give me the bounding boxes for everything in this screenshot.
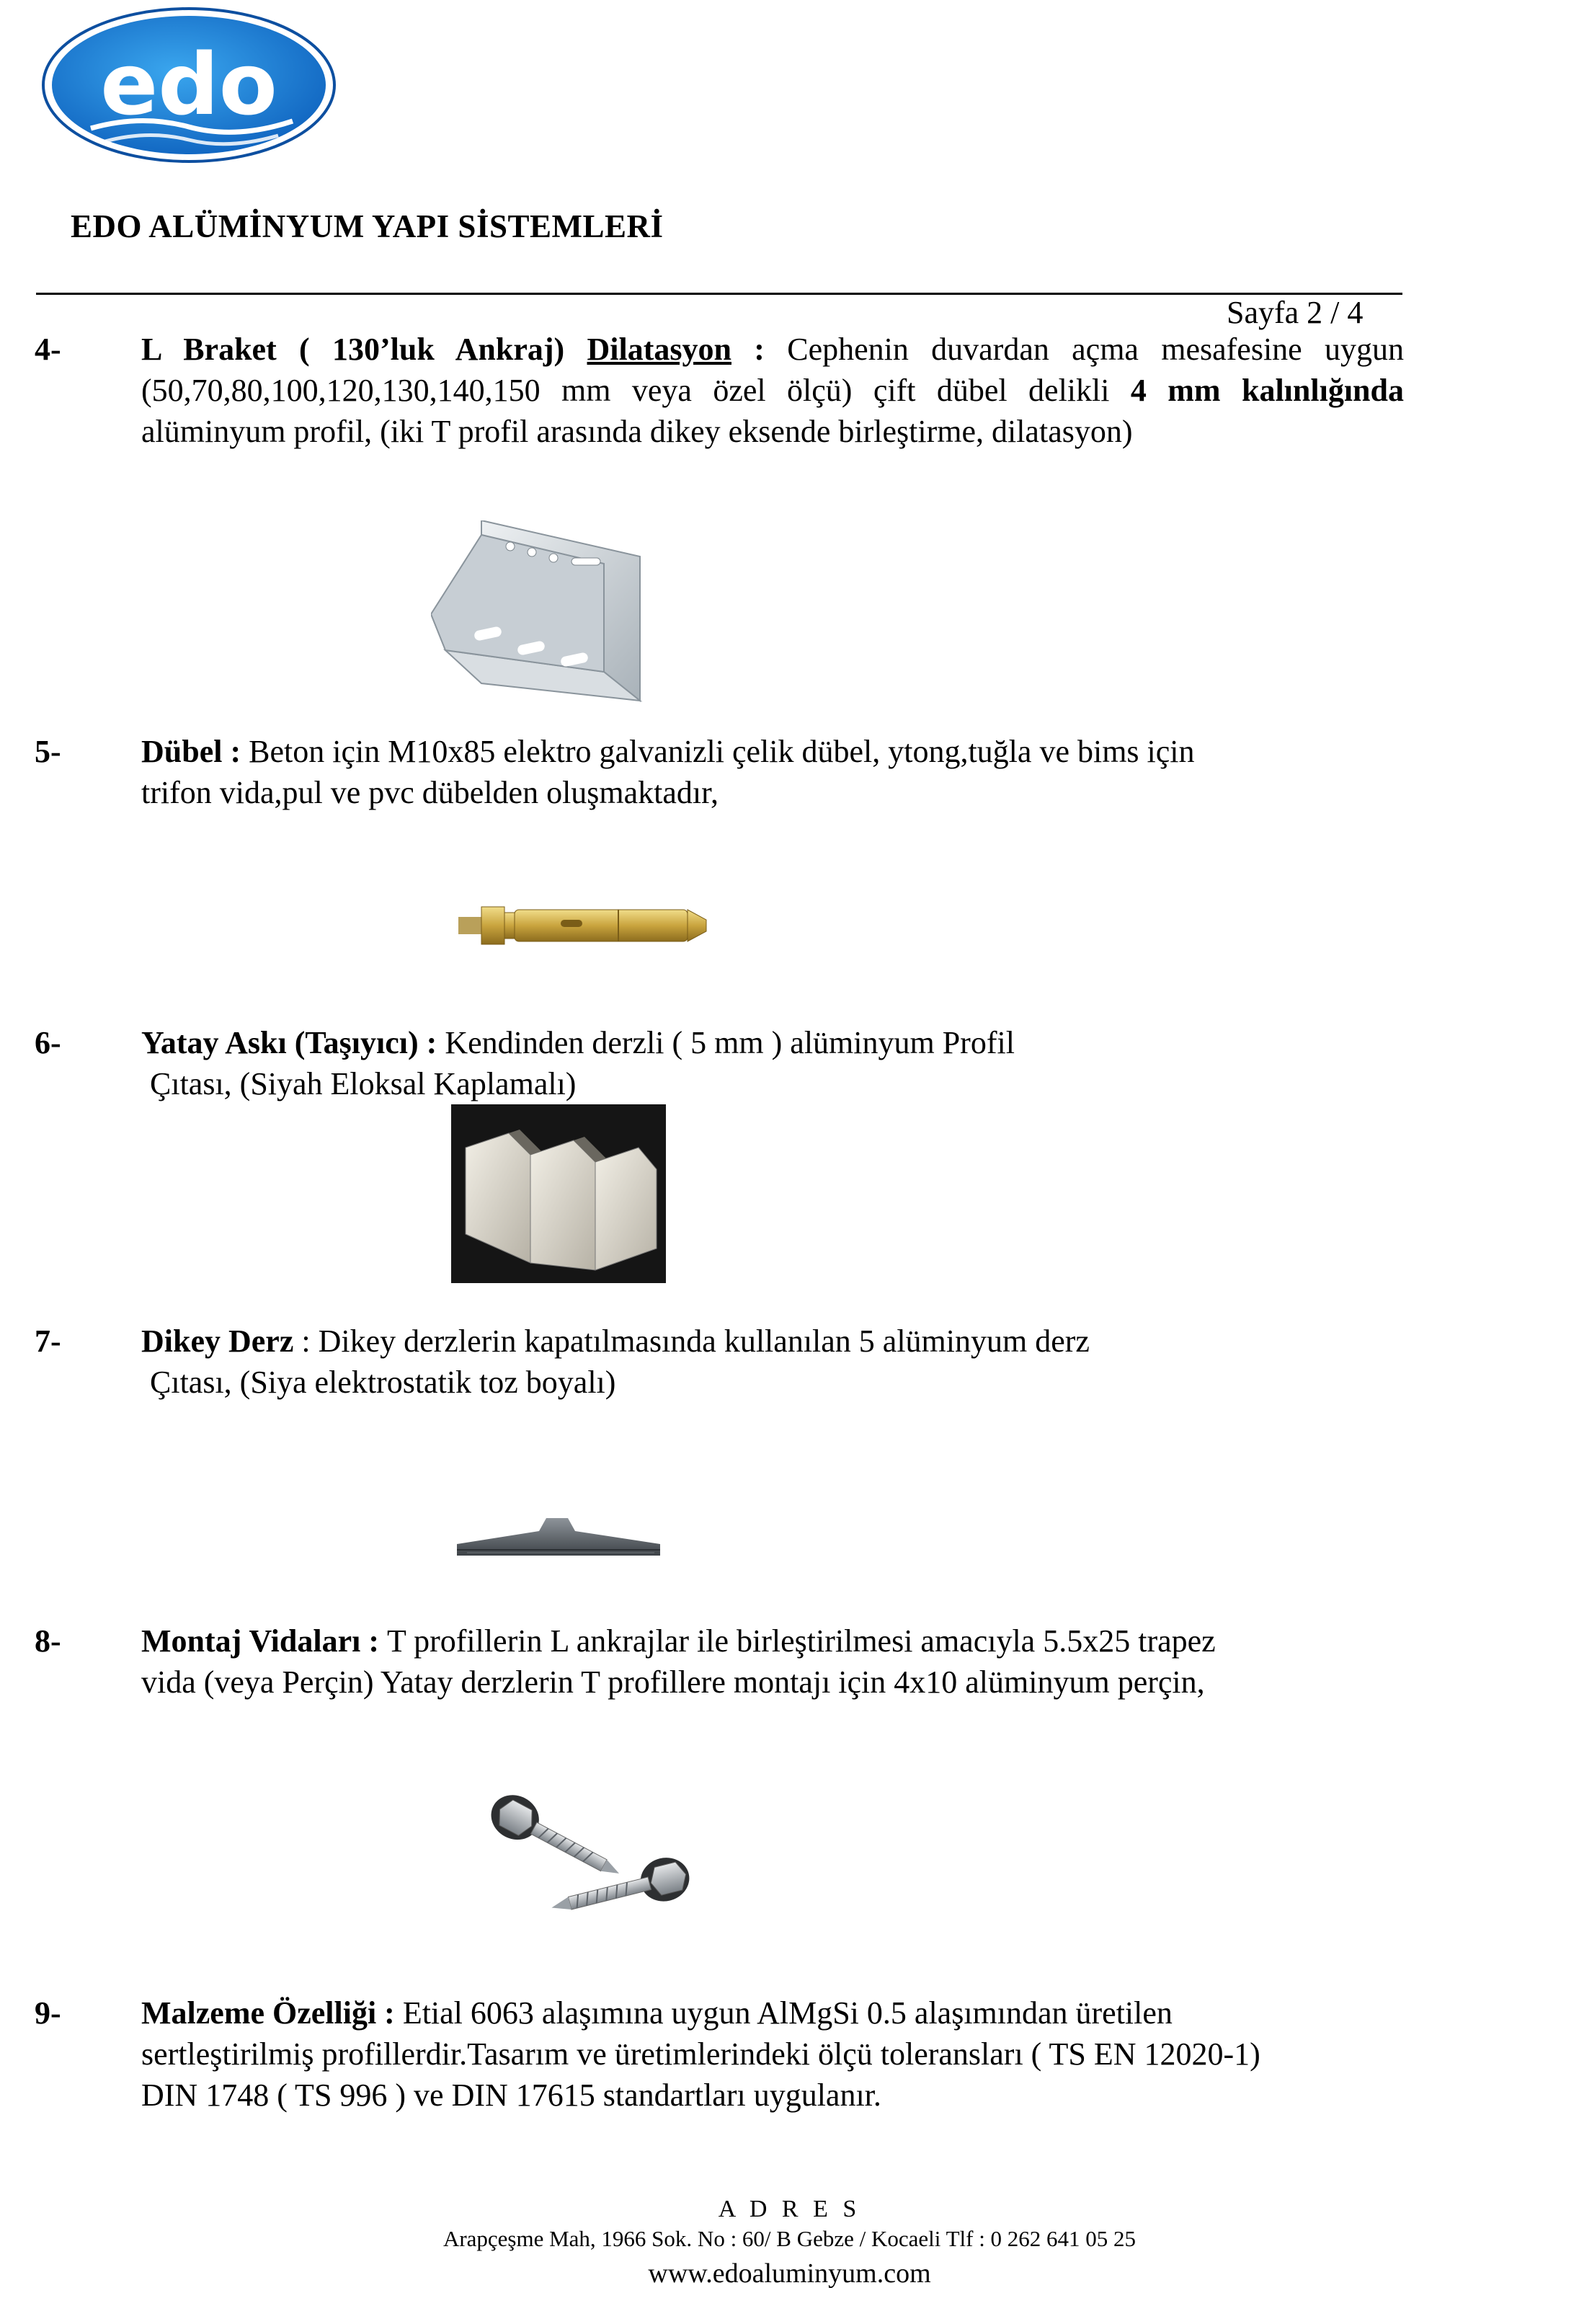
item-title: L Braket ( 130’luk Ankraj) (141, 332, 587, 367)
item-7 (35, 1321, 1404, 1403)
item-title: Dübel : (141, 734, 249, 769)
item-body-bold: 4 mm kalınlığında (1130, 373, 1404, 408)
item-body: Beton için M10x85 elektro galvanizli çelik dübel, ytong,tuğla ve bims için (249, 734, 1195, 769)
item-number: 7- (35, 1323, 61, 1359)
item-title: Dikey Derz (141, 1323, 302, 1359)
l-bracket-image (431, 520, 644, 719)
horizontal-profile-image (451, 1104, 666, 1283)
item-number: 4- (35, 332, 61, 367)
item-title-sep: : (731, 332, 788, 367)
item-title-underlined: Dilatasyon (587, 332, 731, 367)
mounting-screws-image (467, 1768, 715, 1966)
item-title: Montaj Vidaları : (141, 1623, 387, 1659)
item-6 (35, 1022, 1404, 1104)
item-body: vida (veya Perçin) Yatay derzlerin T profillere montajı için 4x10 alüminyum perçin, (141, 1664, 1205, 1700)
item-8 (35, 1620, 1404, 1703)
item-body: sertleştirilmiş profillerdir.Tasarım ve üretimlerindeki ölçü toleransları ( TS EN 12020-1) (141, 2036, 1260, 2072)
item-5-text (141, 731, 1404, 813)
anchor-bolt-image (453, 891, 709, 962)
item-body: Etial 6063 alaşımına uygun AlMgSi 0.5 alaşımından üretilen (402, 1995, 1173, 2031)
item-4-text (141, 329, 1404, 452)
item-5 (35, 731, 1404, 813)
logo-wordmark: edo (100, 35, 277, 134)
item-9-text (141, 1992, 1404, 2116)
item-body: trifon vida,pul ve pvc dübelden oluşmaktadır, (141, 775, 719, 810)
item-6-text (141, 1022, 1404, 1104)
item-body: alüminyum profil, (iki T profil arasında dikey eksende birleştirme, dilatasyon) (141, 414, 1133, 449)
item-title: Malzeme Özelliği : (141, 1995, 403, 2031)
footer-address: Arapçeşme Mah, 1966 Sok. No : 60/ B Gebze / Kocaeli Tlf : 0 262 641 05 25 (442, 2226, 1137, 2251)
company-name: EDO ALÜMİNYUM YAPI SİSTEMLERİ (71, 208, 664, 244)
item-body: : Dikey derzlerin kapatılmasında kullanılan 5 alüminyum derz (301, 1323, 1090, 1359)
item-7-text (141, 1321, 1404, 1403)
header-divider (36, 293, 1402, 295)
item-body: Kendinden derzli ( 5 mm ) alüminyum Profil (445, 1025, 1015, 1060)
footer-website-link[interactable]: www.edoaluminyum.com (648, 2258, 931, 2289)
item-number: 9- (35, 1995, 61, 2031)
item-number: 8- (35, 1623, 61, 1659)
item-body: Çıtası, (Siya elektrostatik toz boyalı) (150, 1365, 616, 1400)
item-body: Cephenin duvardan açma mesafesine uygun (50,70,80,100,120,130,140,150 mm veya özel ölçü) çift dübel delikli (141, 332, 1404, 408)
item-4 (35, 329, 1404, 452)
item-number: 5- (35, 734, 61, 769)
item-8-text (141, 1620, 1404, 1703)
page-number: Sayfa 2 / 4 (1227, 295, 1364, 330)
footer-address-label: A D R E S (718, 2196, 861, 2222)
item-number: 6- (35, 1025, 61, 1060)
item-9 (35, 1992, 1404, 2116)
item-body: Çıtası, (Siyah Eloksal Kaplamalı) (150, 1066, 577, 1101)
item-body: DIN 1748 ( TS 996 ) ve DIN 17615 standartları uygulanır. (141, 2077, 881, 2113)
item-title: Yatay Askı (Taşıyıcı) : (141, 1025, 445, 1060)
vertical-joint-image (453, 1501, 664, 1570)
company-logo (40, 6, 337, 164)
item-body: T profillerin L ankrajlar ile birleştirilmesi amacıyla 5.5x25 trapez (386, 1623, 1216, 1659)
